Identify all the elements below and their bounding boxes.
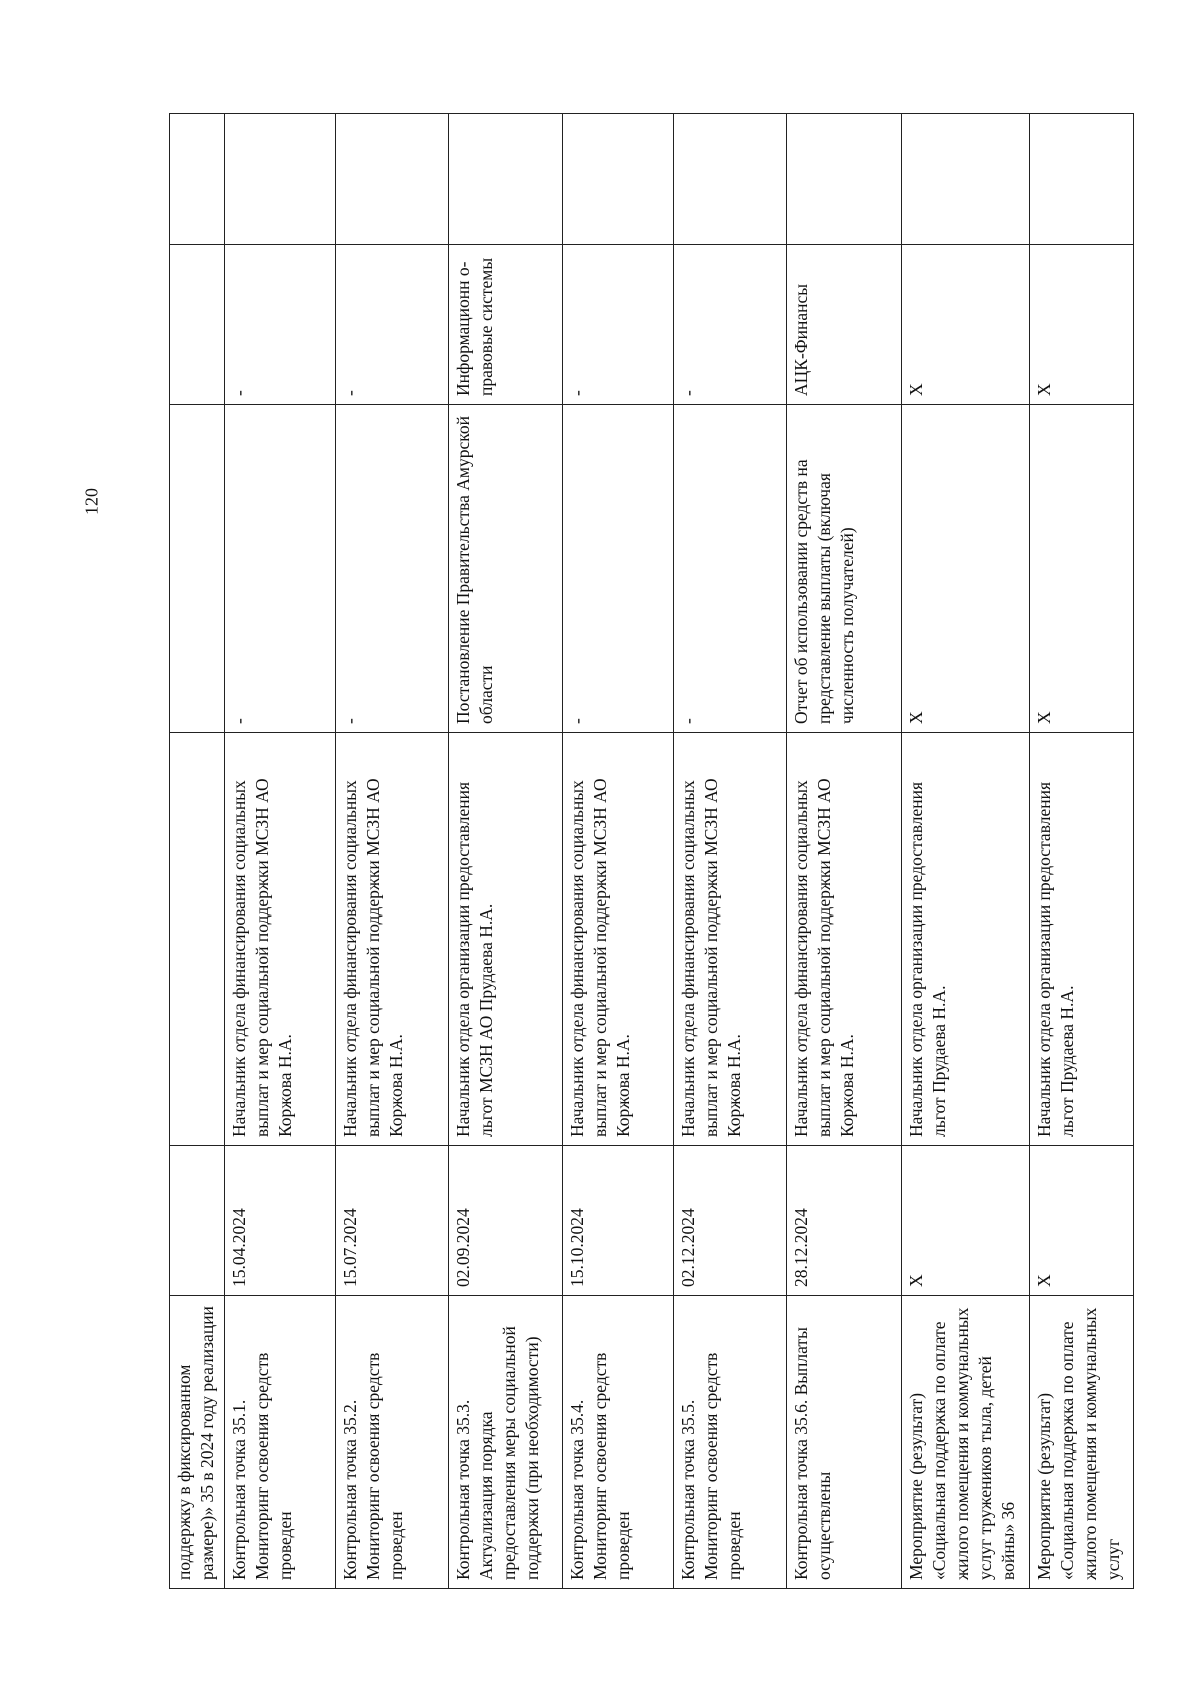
document-cell: - <box>335 405 448 733</box>
table-row <box>335 114 448 1589</box>
page-number: 120 <box>81 488 102 516</box>
name-cell: Контрольная точка 35.6. Выплаты осуществлены <box>787 1296 902 1589</box>
table-row <box>674 114 787 1589</box>
date-cell: 15.10.2024 <box>562 1146 674 1296</box>
document-cell: X <box>902 405 1030 733</box>
document-cell <box>170 405 225 733</box>
date-cell: X <box>902 1146 1030 1296</box>
system-cell: X <box>902 245 1030 405</box>
responsible-cell: Начальник отдела организации предоставления льгот Прудаева Н.А. <box>1030 733 1134 1146</box>
plan-table <box>169 113 1134 1589</box>
responsible-cell <box>170 733 225 1146</box>
date-cell: 02.12.2024 <box>674 1146 787 1296</box>
name-cell: Контрольная точка 35.3. Актуализация порядка предоставления меры социальной поддержки (при необходимости) <box>448 1296 562 1589</box>
document-cell: - <box>674 405 787 733</box>
system-cell: - <box>335 245 448 405</box>
responsible-cell: Начальник отдела финансирования социальных выплат и мер социальной поддержки МСЗН АО Коржова Н.А. <box>562 733 674 1146</box>
system-cell: - <box>674 245 787 405</box>
document-cell: X <box>1030 405 1134 733</box>
responsible-cell: Начальник отдела организации предоставления льгот МСЗН АО Прудаева Н.А. <box>448 733 562 1146</box>
document-cell: - <box>562 405 674 733</box>
table-row <box>787 114 902 1589</box>
extra-cell <box>225 114 336 245</box>
system-cell <box>170 245 225 405</box>
name-cell: Мероприятие (результат) «Социальная поддержка по оплате жилого помещения и коммунальных услуг <box>1030 1296 1134 1589</box>
date-cell: X <box>1030 1146 1134 1296</box>
table-container <box>169 114 1134 1589</box>
document-cell: - <box>225 405 336 733</box>
name-cell: Контрольная точка 35.4. Мониторинг освоения средств проведен <box>562 1296 674 1589</box>
date-cell <box>170 1146 225 1296</box>
responsible-cell: Начальник отдела финансирования социальных выплат и мер социальной поддержки МСЗН АО Коржова Н.А. <box>674 733 787 1146</box>
table-row <box>1030 114 1134 1589</box>
extra-cell <box>674 114 787 245</box>
date-cell: 02.09.2024 <box>448 1146 562 1296</box>
responsible-cell: Начальник отдела организации предоставления льгот Прудаева Н.А. <box>902 733 1030 1146</box>
table-row <box>448 114 562 1589</box>
date-cell: 15.04.2024 <box>225 1146 336 1296</box>
extra-cell <box>1030 114 1134 245</box>
date-cell: 15.07.2024 <box>335 1146 448 1296</box>
system-cell: АЦК-Финансы <box>787 245 902 405</box>
table-row <box>170 114 225 1589</box>
extra-cell <box>335 114 448 245</box>
responsible-cell: Начальник отдела финансирования социальных выплат и мер социальной поддержки МСЗН АО Коржова Н.А. <box>787 733 902 1146</box>
extra-cell <box>562 114 674 245</box>
name-cell: Контрольная точка 35.1. Мониторинг освоения средств проведен <box>225 1296 336 1589</box>
date-cell: 28.12.2024 <box>787 1146 902 1296</box>
extra-cell <box>170 114 225 245</box>
extra-cell <box>787 114 902 245</box>
responsible-cell: Начальник отдела финансирования социальных выплат и мер социальной поддержки МСЗН АО Коржова Н.А. <box>225 733 336 1146</box>
name-cell: поддержку в фиксированном размере)» 35 в 2024 году реализации <box>170 1296 225 1589</box>
system-cell: X <box>1030 245 1134 405</box>
system-cell: - <box>562 245 674 405</box>
system-cell: - <box>225 245 336 405</box>
table-row <box>562 114 674 1589</box>
table-row <box>902 114 1030 1589</box>
responsible-cell: Начальник отдела финансирования социальных выплат и мер социальной поддержки МСЗН АО Коржова Н.А. <box>335 733 448 1146</box>
document-cell: Постановление Правительства Амурской области <box>448 405 562 733</box>
name-cell: Контрольная точка 35.2. Мониторинг освоения средств проведен <box>335 1296 448 1589</box>
extra-cell <box>902 114 1030 245</box>
document-cell: Отчет об использовании средств на представление выплаты (включая численность получателей) <box>787 405 902 733</box>
table-row <box>225 114 336 1589</box>
name-cell: Мероприятие (результат) «Социальная поддержка по оплате жилого помещения и коммунальных услуг тружеников тыла, детей войны» 36 <box>902 1296 1030 1589</box>
extra-cell <box>448 114 562 245</box>
name-cell: Контрольная точка 35.5. Мониторинг освоения средств проведен <box>674 1296 787 1589</box>
system-cell: Информационн о-правовые системы <box>448 245 562 405</box>
